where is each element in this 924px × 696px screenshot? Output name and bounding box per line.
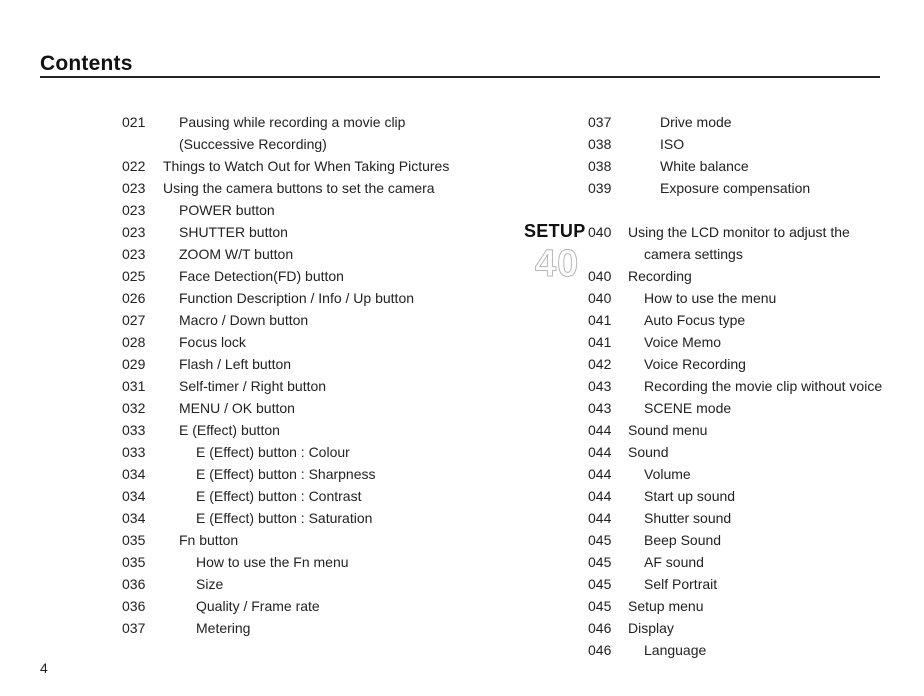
toc-entry-text: White balance (660, 158, 749, 174)
toc-entry-text: Macro / Down button (179, 312, 309, 328)
toc-entry-page: 044 (588, 488, 612, 504)
toc-entry-text: Display (628, 620, 674, 636)
toc-entry-text: Face Detection(FD) button (179, 268, 344, 284)
toc-entry-page: 028 (122, 334, 146, 350)
toc-entry-page: 040 (588, 224, 612, 240)
toc-entry-page: 034 (122, 488, 146, 504)
toc-entry-page: 042 (588, 356, 612, 372)
toc-entry-page: 045 (588, 576, 612, 592)
toc-entry (588, 595, 908, 617)
toc-entry-text: Quality / Frame rate (196, 598, 320, 614)
toc-entry (588, 529, 908, 551)
toc-entry-page: 040 (588, 290, 612, 306)
toc-entry-text: How to use the menu (644, 290, 777, 306)
toc-entry-text: Flash / Left button (179, 356, 292, 372)
toc-entry (122, 111, 522, 133)
toc-entry (122, 529, 522, 551)
toc-entry-page: 045 (588, 532, 612, 548)
toc-entry-text: Self-timer / Right button (179, 378, 327, 394)
toc-entry (588, 155, 908, 177)
toc-entry-page: 036 (122, 576, 146, 592)
toc-entry-text: Function Description / Info / Up button (179, 290, 415, 306)
toc-entry-text: POWER button (179, 202, 275, 218)
toc-entry (588, 265, 908, 287)
toc-entry-text: Pausing while recording a movie clip (179, 114, 406, 130)
toc-entry-text: Things to Watch Out for When Taking Pictures (163, 158, 450, 174)
toc-left-column (122, 111, 522, 639)
toc-entry (588, 507, 908, 529)
toc-entry-text: Start up sound (644, 488, 736, 504)
toc-entry (588, 353, 908, 375)
toc-entry (122, 199, 522, 221)
toc-entry-page: 044 (588, 422, 612, 438)
toc-entry-page: 032 (122, 400, 146, 416)
toc-entry-text: ISO (660, 136, 685, 152)
toc-entry-text: How to use the Fn menu (196, 554, 349, 570)
toc-entry (588, 177, 908, 199)
toc-entry-text: E (Effect) button : Sharpness (196, 466, 376, 482)
toc-entry (122, 507, 522, 529)
toc-entry (588, 133, 908, 155)
toc-entry (588, 331, 908, 353)
toc-entry-page: 023 (122, 246, 146, 262)
toc-entry-page: 027 (122, 312, 146, 328)
toc-entry-page: 037 (588, 114, 612, 130)
toc-entry-page: 045 (588, 554, 612, 570)
toc-entry-page: 034 (122, 466, 146, 482)
toc-entry-text: Using the camera buttons to set the camera (163, 180, 435, 196)
toc-entry-text: Size (196, 576, 224, 592)
toc-entry-text: Recording (628, 268, 692, 284)
toc-entry-page: 044 (588, 466, 612, 482)
toc-entry (122, 265, 522, 287)
toc-entry (588, 441, 908, 463)
toc-entry-text: Setup menu (628, 598, 704, 614)
toc-entry (122, 419, 522, 441)
toc-entry-page: 035 (122, 554, 146, 570)
toc-entry-text: Language (644, 642, 707, 658)
toc-entry-page: 038 (588, 158, 612, 174)
toc-entry-page: 045 (588, 598, 612, 614)
toc-entry (122, 463, 522, 485)
toc-entry-text: Fn button (179, 532, 239, 548)
toc-entry (122, 595, 522, 617)
toc-entry-page: 023 (122, 224, 146, 240)
toc-entry-page: 043 (588, 400, 612, 416)
toc-entry-text: ZOOM W/T button (179, 246, 294, 262)
toc-entry-page: 040 (588, 268, 612, 284)
toc-entry (588, 243, 908, 265)
toc-entry-page: 034 (122, 510, 146, 526)
toc-entry-text: E (Effect) button : Saturation (196, 510, 373, 526)
toc-entry-page: 031 (122, 378, 146, 394)
toc-entry-text: SHUTTER button (179, 224, 288, 240)
toc-entry-page: 022 (122, 158, 146, 174)
toc-entry (588, 463, 908, 485)
toc-entry-page: 036 (122, 598, 146, 614)
toc-entry (588, 287, 908, 309)
toc-entry (122, 155, 522, 177)
toc-entry-text: Sound menu (628, 422, 708, 438)
toc-entry (588, 111, 908, 133)
toc-entry-page: 037 (122, 620, 146, 636)
toc-entry-text: Focus lock (179, 334, 246, 350)
toc-entry (588, 221, 908, 243)
toc-entry (588, 419, 908, 441)
toc-entry-text: Self Portrait (644, 576, 718, 592)
toc-entry-text: Using the LCD monitor to adjust the (628, 224, 850, 240)
toc-entry-page: 025 (122, 268, 146, 284)
toc-entry-text: E (Effect) button (179, 422, 280, 438)
toc-entry-text: E (Effect) button : Colour (196, 444, 350, 460)
toc-entry (122, 551, 522, 573)
toc-entry-text: Exposure compensation (660, 180, 811, 196)
toc-entry-page: 023 (122, 202, 146, 218)
toc-entry-text: camera settings (644, 246, 743, 262)
toc-entry-page: 035 (122, 532, 146, 548)
toc-entry (588, 617, 908, 639)
toc-entry-text: AF sound (644, 554, 704, 570)
toc-entry-page: 029 (122, 356, 146, 372)
toc-entry (122, 243, 522, 265)
toc-entry-text: SCENE mode (644, 400, 732, 416)
toc-right-column (588, 111, 908, 661)
toc-entry (588, 551, 908, 573)
toc-entry-page: 044 (588, 510, 612, 526)
toc-entry-page: 046 (588, 620, 612, 636)
toc-entry-text: MENU / OK button (179, 400, 295, 416)
toc-entry-text: Shutter sound (644, 510, 732, 526)
toc-entry-page: 046 (588, 642, 612, 658)
toc-entry-text: Volume (644, 466, 691, 482)
toc-entry-page: 038 (588, 136, 612, 152)
page-number: 4 (40, 660, 48, 676)
toc-entry-page: 021 (122, 114, 146, 130)
toc-entry-text: Recording the movie clip without voice (644, 378, 883, 394)
toc-entry-page: 033 (122, 422, 146, 438)
toc-entry-page: 023 (122, 180, 146, 196)
toc-entry (122, 309, 522, 331)
toc-entry-text: (Successive Recording) (179, 136, 327, 152)
toc-entry (588, 639, 908, 661)
toc-entry-page: 044 (588, 444, 612, 460)
toc-entry-text: Voice Recording (644, 356, 746, 372)
toc-entry-page: 026 (122, 290, 146, 306)
toc-entry (122, 397, 522, 419)
toc-entry (122, 573, 522, 595)
title-divider (40, 76, 880, 78)
toc-entry (122, 177, 522, 199)
toc-entry-text: E (Effect) button : Contrast (196, 488, 362, 504)
toc-entry-page: 043 (588, 378, 612, 394)
toc-entry-text: Sound (628, 444, 669, 460)
toc-entry (588, 573, 908, 595)
section-number: 40 (535, 243, 580, 285)
toc-entry-text: Voice Memo (644, 334, 722, 350)
toc-entry-text: Drive mode (660, 114, 732, 130)
toc-entry (588, 375, 908, 397)
toc-entry (122, 353, 522, 375)
toc-entry (588, 199, 908, 221)
toc-entry (588, 485, 908, 507)
toc-entry (122, 441, 522, 463)
toc-entry-page: 041 (588, 312, 612, 328)
toc-entry (588, 397, 908, 419)
toc-entry (122, 331, 522, 353)
toc-entry-text: Beep Sound (644, 532, 722, 548)
toc-entry (122, 287, 522, 309)
toc-entry-text: Auto Focus type (644, 312, 746, 328)
toc-entry (122, 485, 522, 507)
toc-entry-page: 041 (588, 334, 612, 350)
page-title: Contents (40, 52, 133, 75)
toc-entry-text: Metering (196, 620, 251, 636)
toc-entry (122, 133, 522, 155)
toc-entry-page: 039 (588, 180, 612, 196)
section-label: SETUP (524, 221, 586, 241)
toc-entry (122, 375, 522, 397)
toc-entry (122, 617, 522, 639)
toc-entry (588, 309, 908, 331)
toc-entry-page: 033 (122, 444, 146, 460)
toc-entry (122, 221, 522, 243)
